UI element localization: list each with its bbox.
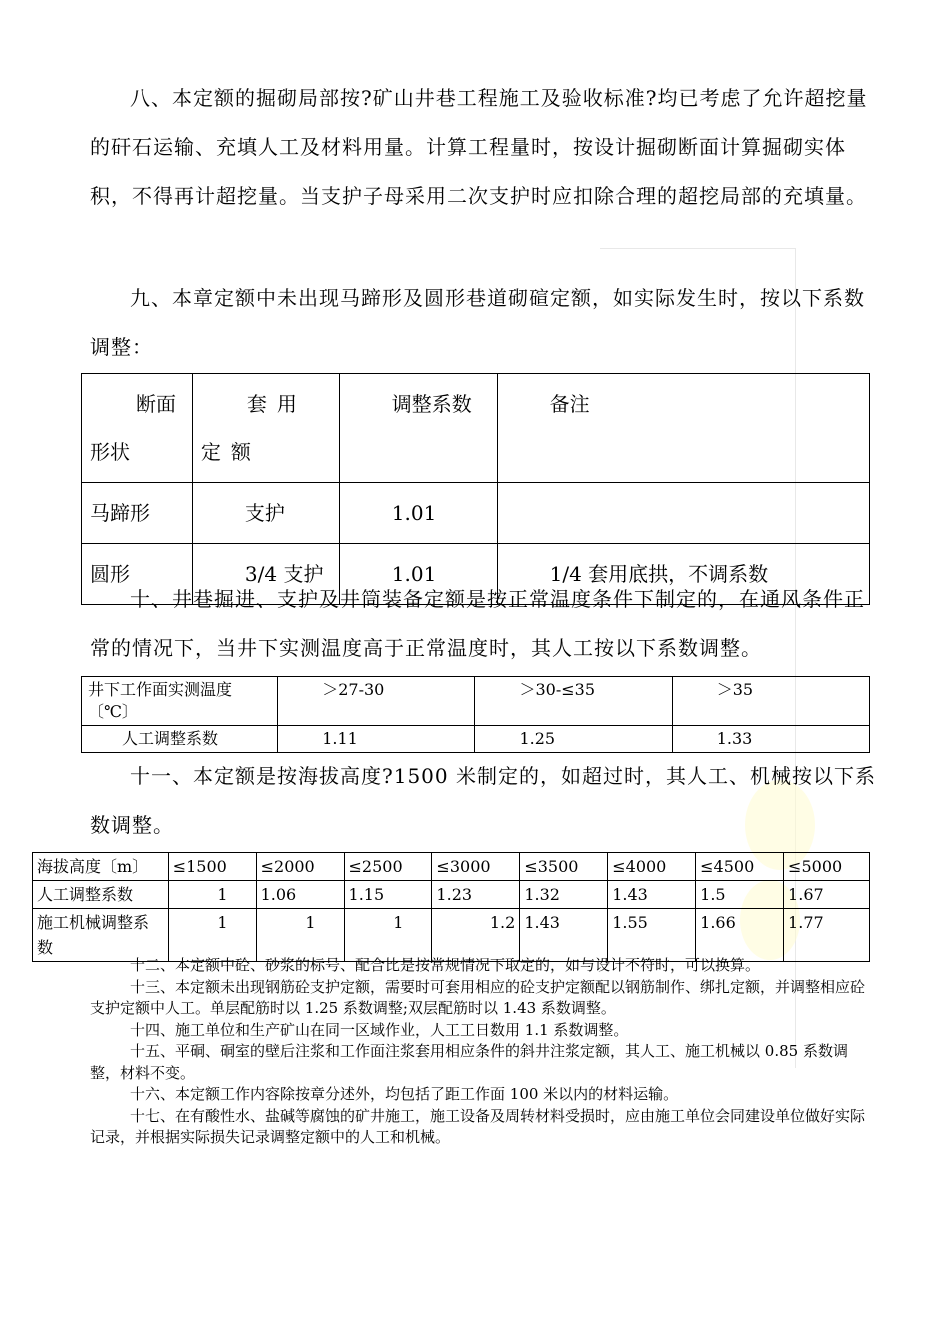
paragraph-15: 十五、平硐、硐室的壁后注浆和工作面注浆套用相应条件的斜井注浆定额，其人工、施工机械以 0.85 系数调整，材料不变。 — [90, 1042, 848, 1082]
header-cell: ≤3000 — [432, 853, 520, 881]
faint-border-line — [600, 248, 796, 249]
header-cell: ≤1500 — [168, 853, 256, 881]
header-cell: ＞30-≤35 — [475, 677, 672, 726]
table-cell: 1.2 — [432, 909, 520, 962]
header-cell: ≤2000 — [256, 853, 344, 881]
table-row — [33, 909, 870, 962]
header-cell: 备注 — [497, 374, 869, 483]
table-cell: 1.23 — [432, 881, 520, 909]
header-cell: ≤4000 — [608, 853, 696, 881]
table-cell: 1.5 — [696, 881, 784, 909]
table-cell: 1/4 套用底拱，不调系数 — [497, 544, 869, 605]
header-cell: ＞35 — [672, 677, 869, 726]
paragraph-text: 九、本章定额中未出现马蹄形及圆形巷道砌碹定额，如实际发生时，按以下系数调整： — [90, 286, 865, 359]
paragraph-text: 十一、本定额是按海拔高度?1500 米制定的，如超过时，其人工、机械按以下系数调整。 — [90, 764, 876, 837]
altitude-coefficient-table — [32, 852, 870, 962]
table-cell: 1 — [168, 881, 256, 909]
paragraph-11 — [90, 752, 880, 850]
shape-coefficient-table — [81, 373, 870, 605]
table-cell: 1.11 — [278, 726, 475, 753]
table-cell: 1.77 — [784, 909, 870, 962]
table-row — [82, 726, 870, 753]
table-header-row — [33, 853, 870, 881]
table-row — [33, 881, 870, 909]
table-cell: 马蹄形 — [82, 483, 193, 544]
table-cell: 1.67 — [784, 881, 870, 909]
table-cell: 1.43 — [520, 909, 608, 962]
paragraph-text: 八、本定额的掘砌局部按?矿山井巷工程施工及验收标准?均已考虑了允许超挖量的矸石运输、充填人工及材料用量。计算工程量时，按设计掘砌断面计算掘砌实体积，不得再计超挖量。当支护子母采用二次支护时应扣除合理的超挖局部的充填量。 — [90, 86, 868, 208]
paragraph-13: 十三、本定额未出现钢筋砼支护定额，需要时可套用相应的砼支护定额配以钢筋制作、绑扎定额，并调整相应砼支护定额中人工。单层配筋时以 1.25 系数调整;双层配筋时以 1.43 系数调整。 — [90, 977, 866, 1017]
table-cell: 1.43 — [608, 881, 696, 909]
small-paragraphs — [90, 955, 870, 1149]
header-cell: 海拔高度〔m〕 — [33, 853, 169, 881]
header-cell: ≤4500 — [696, 853, 784, 881]
table-cell: 1 — [344, 909, 432, 962]
table-cell: 1.32 — [520, 881, 608, 909]
table-cell: 1.66 — [696, 909, 784, 962]
table-cell: 1 — [256, 909, 344, 962]
table-cell: 1 — [168, 909, 256, 962]
header-cell: ＞27-30 — [278, 677, 475, 726]
table-cell: 1.01 — [339, 483, 497, 544]
header-cell: 断面形状 — [82, 374, 193, 483]
header-cell: ≤2500 — [344, 853, 432, 881]
paragraph-8 — [90, 74, 870, 221]
header-cell: 调整系数 — [339, 374, 497, 483]
table-cell: 1.15 — [344, 881, 432, 909]
table-cell: 1.33 — [672, 726, 869, 753]
temperature-coefficient-table — [81, 676, 870, 753]
table-cell — [497, 483, 869, 544]
row-label-cell: 施工机械调整系数 — [33, 909, 169, 962]
paragraph-10 — [90, 575, 880, 673]
paragraph-9 — [90, 274, 870, 372]
header-cell: 井下工作面实测温度〔℃〕 — [82, 677, 278, 726]
row-label-cell: 人工调整系数 — [82, 726, 278, 753]
table-cell: 1.55 — [608, 909, 696, 962]
header-cell: 套用定额 — [192, 374, 339, 483]
paragraph-12: 十二、本定额中砼、砂浆的标号、配合比是按常规情况下取定的，如与设计不符时，可以换算。 — [130, 956, 761, 974]
paragraph-16: 十六、本定额工作内容除按章分述外，均包括了距工作面 100 米以内的材料运输。 — [130, 1085, 679, 1103]
table-cell: 1.01 — [339, 544, 497, 605]
header-cell: ≤5000 — [784, 853, 870, 881]
paragraph-text: 十、井巷掘进、支护及井筒装备定额是按正常温度条件下制定的，在通风条件正常的情况下，当井下实测温度高于正常温度时，其人工按以下系数调整。 — [90, 587, 865, 660]
table-header-row — [82, 677, 870, 726]
table-cell: 1.25 — [475, 726, 672, 753]
row-label-cell: 人工调整系数 — [33, 881, 169, 909]
table-cell: 支护 — [192, 483, 339, 544]
paragraph-17: 十七、在有酸性水、盐碱等腐蚀的矿井施工，施工设备及周转材料受损时，应由施工单位会同建设单位做好实际记录，并根据实际损失记录调整定额中的人工和机械。 — [90, 1106, 866, 1146]
table-cell: 3/4 支护 — [192, 544, 339, 605]
table-cell: 1.06 — [256, 881, 344, 909]
table-header-row — [82, 374, 870, 483]
header-cell: ≤3500 — [520, 853, 608, 881]
paragraph-14: 十四、施工单位和生产矿山在同一区域作业，人工工日数用 1.1 系数调整。 — [130, 1020, 629, 1039]
table-row — [82, 483, 870, 544]
table-cell: 圆形 — [82, 544, 193, 605]
